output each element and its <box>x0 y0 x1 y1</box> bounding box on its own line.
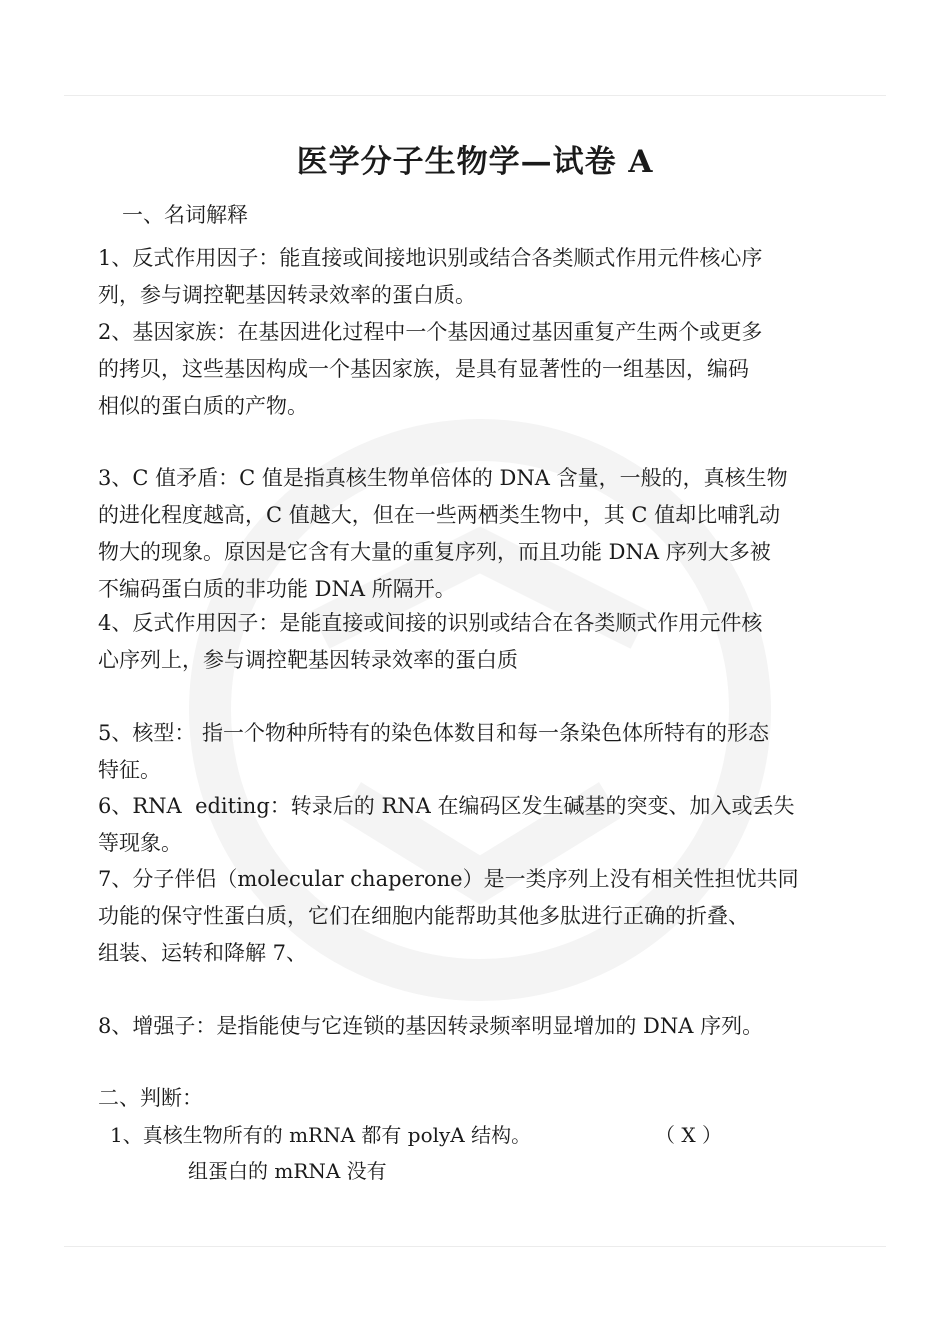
judgement-answer-1: （ X ） <box>655 1123 722 1147</box>
definition-1 <box>98 240 858 314</box>
definition-line: 2、基因家族：在基因进化过程中一个基因通过基因重复产生两个或更多 <box>98 320 763 344</box>
definition-line: 等现象。 <box>98 831 182 855</box>
section-heading-judgement: 二、判断： <box>98 1086 203 1110</box>
definition-line: 的进化程度越高，C 值越大，但在一些两栖类生物中，其 C 值却比哺乳动 <box>98 503 781 527</box>
definition-line: 特征。 <box>98 758 161 782</box>
definition-line: 物大的现象。原因是它含有大量的重复序列，而且功能 DNA 序列大多被 <box>98 540 771 564</box>
definition-line: 3、C 值矛盾：C 值是指真核生物单倍体的 DNA 含量，一般的，真核生物 <box>98 466 788 490</box>
definition-line: 8、增强子：是指能使与它连锁的基因转录频率明显增加的 DNA 序列。 <box>98 1014 764 1038</box>
page-bottom-rule <box>64 1246 886 1247</box>
definition-line: 6、RNA editing：转录后的 RNA 在编码区发生碱基的突变、加入或丢失 <box>98 794 795 818</box>
definition-line: 7、分子伴侣（molecular chaperone）是一类序列上没有相关性担忧共同 <box>98 867 799 891</box>
definition-line: 相似的蛋白质的产物。 <box>98 394 308 418</box>
definition-line: 功能的保守性蛋白质，它们在细胞内能帮助其他多肽进行正确的折叠、 <box>98 904 749 928</box>
definition-3 <box>98 460 858 608</box>
judgement-explanation-1: 组蛋白的 mRNA 没有 <box>188 1159 387 1183</box>
definition-line: 的拷贝，这些基因构成一个基因家族，是具有显著性的一组基因，编码 <box>98 357 749 381</box>
definition-line: 不编码蛋白质的非功能 DNA 所隔开。 <box>98 577 456 601</box>
definition-5 <box>98 715 858 789</box>
definition-line: 5、核型： 指一个物种所特有的染色体数目和每一条染色体所特有的形态 <box>98 721 770 745</box>
definition-4 <box>98 605 858 679</box>
document-title: 医学分子生物学—试卷 A <box>296 144 654 180</box>
page-top-rule <box>64 95 886 96</box>
definition-line: 列，参与调控靶基因转录效率的蛋白质。 <box>98 283 476 307</box>
definition-line: 心序列上，参与调控靶基因转录效率的蛋白质 <box>98 648 518 672</box>
definition-7 <box>98 861 858 972</box>
definition-line: 4、反式作用因子：是能直接或间接的识别或结合在各类顺式作用元件核 <box>98 611 763 635</box>
definition-line: 1、反式作用因子：能直接或间接地识别或结合各类顺式作用元件核心序 <box>98 246 763 270</box>
judgement-question-1: 1、真核生物所有的 mRNA 都有 polyA 结构。 <box>110 1123 532 1147</box>
section-heading-definitions: 一、名词解释 <box>122 203 248 227</box>
definition-8 <box>98 1008 858 1045</box>
definition-line: 组装、运转和降解 7、 <box>98 941 308 965</box>
definition-6 <box>98 788 858 862</box>
definition-2 <box>98 314 858 425</box>
